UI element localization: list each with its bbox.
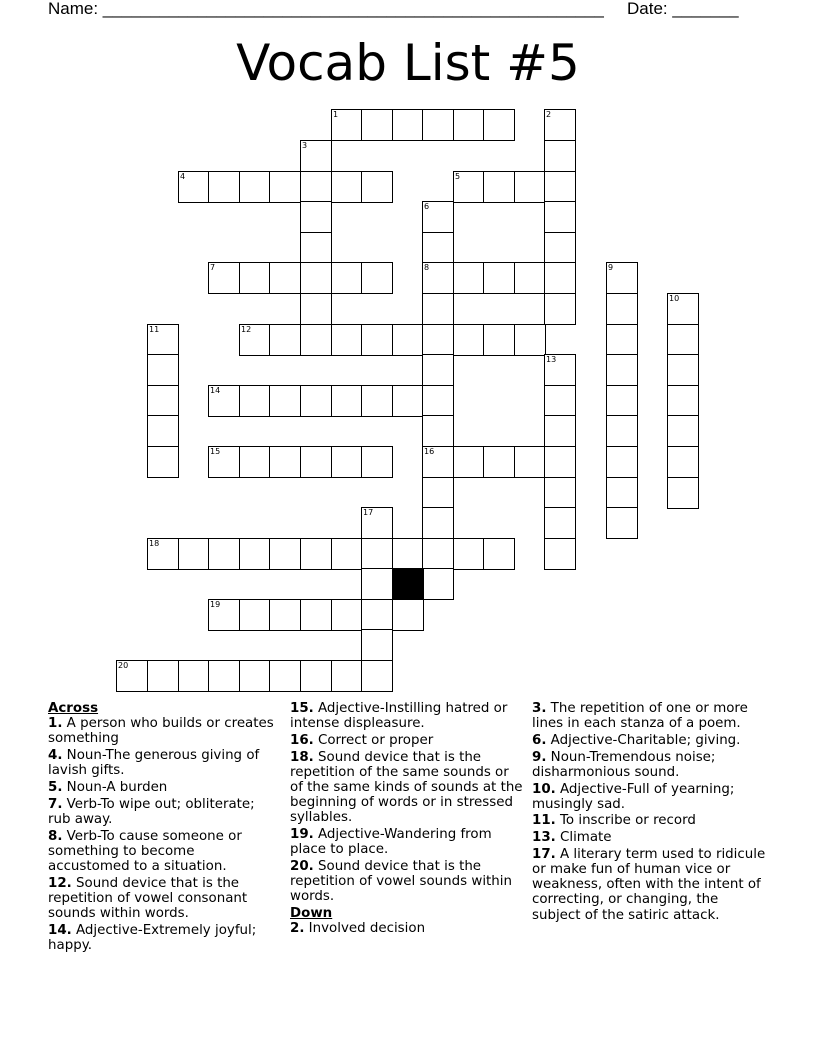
grid-cell[interactable] [423, 569, 453, 599]
grid-cell[interactable] [209, 661, 239, 691]
clue-across-18: 18. Sound device that is the repetition of the same sounds or of the same kinds of sounds at the beginning of words or in stressed syllables. [290, 749, 523, 826]
grid-cell[interactable] [423, 386, 453, 416]
grid-cell[interactable] [607, 294, 637, 324]
clue-column-2 [290, 701, 525, 938]
grid-cell[interactable] [240, 263, 270, 293]
clue-across-4: 4. Noun-The generous giving of lavish gifts. [48, 748, 260, 779]
grid-cell[interactable] [668, 416, 698, 446]
grid-cell[interactable] [393, 110, 423, 140]
grid-cell[interactable] [545, 508, 575, 538]
clue-across-14: 14. Adjective-Extremely joyful; happy. [48, 922, 257, 954]
grid-cell-16[interactable] [423, 447, 453, 477]
grid-cell[interactable] [362, 325, 392, 355]
grid-cell[interactable] [668, 447, 698, 477]
grid-cell-18[interactable] [148, 539, 178, 569]
grid-cell[interactable] [423, 355, 453, 385]
grid-cell[interactable] [301, 294, 331, 324]
clue-across-8: 8. Verb-To cause someone or something to become accustomed to a situation. [48, 828, 242, 875]
grid-cell[interactable] [362, 661, 392, 691]
grid-cell[interactable] [454, 539, 484, 569]
grid-cell[interactable] [545, 141, 575, 171]
grid-cell[interactable] [240, 539, 270, 569]
grid-cell[interactable] [545, 386, 575, 416]
clue-down-10: 10. Adjective-Full of yearning; musingly sad. [532, 781, 735, 812]
grid-cell-3[interactable] [301, 141, 331, 171]
grid-cell[interactable] [301, 263, 331, 293]
grid-cell[interactable] [515, 172, 545, 202]
grid-cell[interactable] [240, 600, 270, 630]
clue-down-2: 2. Involved decision [290, 921, 426, 937]
grid-cell[interactable] [423, 325, 453, 355]
grid-cell[interactable] [362, 386, 392, 416]
grid-cell[interactable] [668, 386, 698, 416]
grid-cell[interactable] [484, 447, 514, 477]
grid-cell[interactable] [332, 263, 362, 293]
grid-cell[interactable] [270, 172, 300, 202]
grid-cell-6[interactable] [423, 202, 453, 232]
clue-number: 5 [455, 172, 461, 181]
grid-cell[interactable] [301, 233, 331, 263]
name-line[interactable]: Name: _____________________________________________________ [48, 0, 604, 18]
grid-cell[interactable] [607, 325, 637, 355]
grid-cell[interactable] [332, 386, 362, 416]
clue-down-6: 6. Adjective-Charitable; giving. [532, 732, 741, 748]
clue-number: 16 [424, 447, 435, 456]
grid-cell[interactable] [148, 661, 178, 691]
grid-cell[interactable] [484, 325, 514, 355]
clue-down-3: 3. The repetition of one or more lines in each stanza of a poem. [532, 701, 748, 732]
clue-number: 19 [210, 600, 221, 609]
grid-cell[interactable] [423, 110, 453, 140]
clue-number: 3 [302, 141, 308, 150]
clue-across-19: 19. Adjective-Wandering from place to place. [290, 827, 492, 858]
grid-cell-1[interactable] [332, 110, 362, 140]
grid-cell[interactable] [362, 630, 392, 660]
grid-cell[interactable] [301, 202, 331, 232]
grid-cell-12[interactable] [240, 325, 270, 355]
clue-down-9: 9. Noun-Tremendous noise; disharmonious sound. [532, 749, 716, 780]
grid-cell-5[interactable] [454, 172, 484, 202]
grid-cell[interactable] [607, 355, 637, 385]
grid-cell[interactable] [515, 447, 545, 477]
grid-cell[interactable] [301, 386, 331, 416]
grid-cell[interactable] [545, 233, 575, 263]
grid-cell[interactable] [301, 172, 331, 202]
black-square [393, 569, 423, 599]
clue-down-13: 13. Climate [532, 830, 612, 846]
grid-cell[interactable] [270, 447, 300, 477]
grid-cell[interactable] [301, 325, 331, 355]
grid-cell[interactable] [607, 447, 637, 477]
clue-number: 14 [210, 386, 221, 395]
grid-cell[interactable] [423, 508, 453, 538]
grid-cell[interactable] [301, 447, 331, 477]
clue-across-5: 5. Noun-A burden [48, 780, 168, 796]
grid-cell[interactable] [393, 386, 423, 416]
grid-cell[interactable] [515, 263, 545, 293]
grid-cell[interactable] [484, 263, 514, 293]
grid-cell-9[interactable] [607, 263, 637, 293]
grid-cell[interactable] [240, 447, 270, 477]
grid-cell[interactable] [484, 110, 514, 140]
grid-cell[interactable] [362, 447, 392, 477]
grid-cell[interactable] [454, 110, 484, 140]
grid-cell[interactable] [484, 172, 514, 202]
down-heading: Down [290, 906, 333, 922]
grid-cell[interactable] [454, 325, 484, 355]
page-title: Vocab List #5 [236, 34, 580, 92]
grid-cell[interactable] [668, 325, 698, 355]
grid-cell[interactable] [209, 539, 239, 569]
clue-number: 13 [546, 355, 557, 364]
grid-cell[interactable] [362, 172, 392, 202]
grid-cell[interactable] [332, 600, 362, 630]
grid-cell-4[interactable] [179, 172, 209, 202]
grid-cell[interactable] [270, 325, 300, 355]
clue-number: 20 [118, 661, 129, 670]
grid-cell[interactable] [484, 539, 514, 569]
grid-cell[interactable] [668, 478, 698, 508]
grid-cell[interactable] [332, 172, 362, 202]
grid-cell[interactable] [423, 416, 453, 446]
grid-cell[interactable] [148, 386, 178, 416]
grid-cell[interactable] [148, 416, 178, 446]
grid-cell[interactable] [545, 416, 575, 446]
date-line[interactable]: Date: _______ [627, 0, 739, 18]
grid-cell[interactable] [240, 661, 270, 691]
across-heading: Across [48, 701, 99, 716]
grid-cell[interactable] [179, 539, 209, 569]
grid-cell-14[interactable] [209, 386, 239, 416]
clue-number: 11 [149, 325, 160, 334]
clue-number: 10 [669, 294, 680, 303]
grid-cell[interactable] [209, 172, 239, 202]
clue-number: 7 [210, 263, 216, 272]
clue-number: 2 [546, 110, 552, 119]
grid-cell[interactable] [270, 661, 300, 691]
clue-across-16: 16. Correct or proper [290, 732, 434, 748]
grid-cell-11[interactable] [148, 325, 178, 355]
grid-cell[interactable] [362, 569, 392, 599]
grid-cell-13[interactable] [545, 355, 575, 385]
grid-cell[interactable] [270, 263, 300, 293]
grid-cell[interactable] [454, 447, 484, 477]
clue-number: 12 [241, 325, 252, 334]
grid-cell[interactable] [270, 386, 300, 416]
grid-cell[interactable] [423, 294, 453, 324]
grid-cell[interactable] [362, 539, 392, 569]
clue-across-15: 15. Adjective-Instilling hatred or intense displeasure. [290, 701, 508, 732]
grid-cell-2[interactable] [545, 110, 575, 140]
grid-cell[interactable] [240, 386, 270, 416]
clue-down-11: 11. To inscribe or record [532, 813, 696, 829]
grid-cell[interactable] [332, 447, 362, 477]
grid-cell[interactable] [393, 539, 423, 569]
grid-cell[interactable] [393, 600, 423, 630]
grid-cell[interactable] [668, 355, 698, 385]
grid-cell[interactable] [545, 447, 575, 477]
grid-cell[interactable] [148, 447, 178, 477]
grid-cell[interactable] [423, 478, 453, 508]
grid-cell[interactable] [515, 325, 545, 355]
grid-cell-19[interactable] [209, 600, 239, 630]
grid-cell-7[interactable] [209, 263, 239, 293]
clue-number: 17 [363, 508, 374, 517]
grid-cell-15[interactable] [209, 447, 239, 477]
clue-down-17: 17. A literary term used to ridicule or make fun of human vice or weakness, often with the intent of correcting, or changing, the subject of the satiric attack. [532, 846, 766, 923]
clue-across-20: 20. Sound device that is the repetition of vowel sounds within words. [290, 859, 513, 905]
grid-cell[interactable] [362, 263, 392, 293]
grid-cell[interactable] [423, 233, 453, 263]
clue-column-1 [48, 701, 276, 955]
clue-column-3 [532, 701, 768, 924]
grid-cell[interactable] [454, 263, 484, 293]
clue-across-1: 1. A person who builds or creates something [48, 716, 274, 747]
clue-number: 9 [608, 263, 614, 272]
grid-cell-20[interactable] [117, 661, 147, 691]
clue-across-7: 7. Verb-To wipe out; obliterate; rub away. [48, 796, 255, 827]
grid-cell[interactable] [545, 478, 575, 508]
clue-number: 6 [424, 202, 430, 211]
clue-number: 1 [333, 110, 339, 119]
grid-cell[interactable] [545, 539, 575, 569]
clue-number: 4 [180, 172, 186, 181]
grid-cell[interactable] [545, 263, 575, 293]
grid-cell[interactable] [240, 172, 270, 202]
clue-number: 8 [424, 263, 430, 272]
grid-cell-17[interactable] [362, 508, 392, 538]
grid-cell[interactable] [545, 172, 575, 202]
grid-cell[interactable] [332, 325, 362, 355]
grid-cell[interactable] [607, 416, 637, 446]
grid-cell[interactable] [607, 508, 637, 538]
grid-cell-8[interactable] [423, 263, 453, 293]
grid-cell[interactable] [362, 110, 392, 140]
grid-cell[interactable] [332, 661, 362, 691]
grid-cell[interactable] [148, 355, 178, 385]
grid-cell[interactable] [301, 600, 331, 630]
grid-cell[interactable] [607, 478, 637, 508]
grid-cell[interactable] [607, 386, 637, 416]
grid-cell[interactable] [270, 600, 300, 630]
grid-cell[interactable] [179, 661, 209, 691]
grid-cell[interactable] [332, 539, 362, 569]
grid-cell[interactable] [301, 661, 331, 691]
clue-number: 15 [210, 447, 221, 456]
grid-cell[interactable] [545, 202, 575, 232]
grid-cell[interactable] [393, 325, 423, 355]
clue-number: 18 [149, 539, 160, 548]
grid-cell[interactable] [545, 294, 575, 324]
grid-cell-10[interactable] [668, 294, 698, 324]
grid-cell[interactable] [362, 600, 392, 630]
grid-cell[interactable] [270, 539, 300, 569]
grid-cell[interactable] [423, 539, 453, 569]
grid-cell[interactable] [301, 539, 331, 569]
clue-across-12: 12. Sound device that is the repetition of vowel consonant sounds within words. [48, 875, 248, 922]
